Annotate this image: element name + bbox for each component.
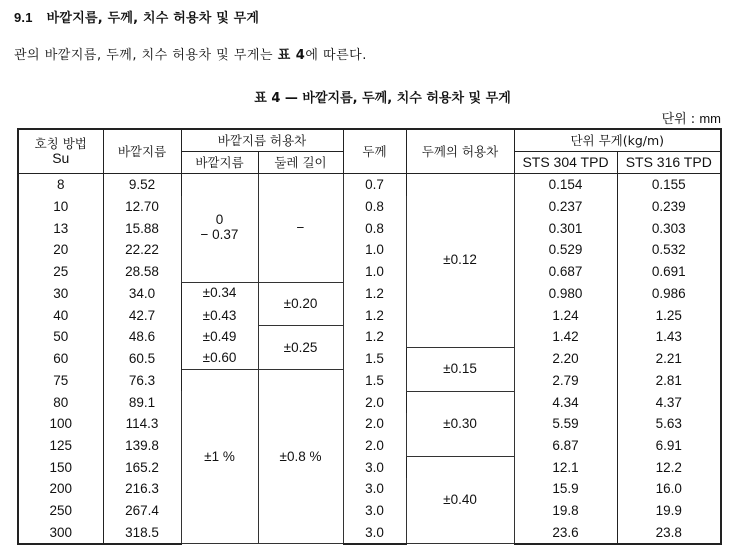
cell-thickness: 2.0 (343, 435, 406, 457)
cell-thk-tol-2: ±0.15 (406, 348, 514, 392)
cell-w304: 2.20 (514, 348, 617, 370)
cell-circ-small: − (258, 174, 343, 283)
cell-w316: 0.691 (651, 263, 686, 279)
cell-w304: 0.301 (514, 217, 617, 239)
cell-w304: 6.87 (514, 435, 617, 457)
cell-w316: 6.91 (655, 438, 682, 453)
cell-od-tolerance-small (181, 174, 258, 283)
body-text-after: 에 따른다. (305, 48, 367, 63)
header-thickness-tolerance: 두께의 허용차 (406, 129, 514, 174)
cell-su: 10 (18, 196, 103, 218)
table-row (18, 326, 721, 348)
cell-w316: 4.37 (655, 394, 682, 410)
header-outer-diameter: 바깥지름 (103, 129, 181, 174)
od-tol-lower: − 0.37 (200, 227, 239, 243)
cell-w316: 2.21 (655, 351, 682, 367)
cell-w304: 0.529 (514, 239, 617, 261)
body-paragraph (14, 44, 367, 63)
section-title-text: 바깥지름, 두께, 치수 허용차 및 무게 (46, 11, 260, 26)
cell-od: 42.7 (103, 304, 181, 326)
cell-su: 300 (18, 521, 103, 544)
header-sts304: STS 304 TPD (514, 152, 617, 174)
cell-od: 34.0 (103, 282, 181, 304)
cell-w316: 0.303 (651, 220, 686, 236)
header-od-tolerance-group: 바깥지름 허용차 (181, 129, 343, 152)
header-unit-weight-group: 단위 무게(kg/m) (514, 129, 721, 152)
cell-su: 250 (18, 500, 103, 522)
cell-thickness: 1.5 (343, 348, 406, 370)
cell-thickness: 1.0 (343, 239, 406, 261)
table-row (18, 413, 721, 435)
body-text-before: 관의 바깥지름, 두께, 치수 허용차 및 무게는 (14, 48, 278, 63)
header-nominal (18, 129, 103, 174)
cell-w304: 19.8 (514, 500, 617, 522)
cell-thickness: 1.5 (343, 370, 406, 392)
cell-su: 75 (18, 370, 103, 392)
cell-od: 114.3 (103, 413, 181, 435)
table-row (18, 521, 721, 544)
table-row (18, 478, 721, 500)
table-row (18, 456, 721, 478)
cell-od: 12.70 (103, 196, 181, 218)
cell-circ-50-60: ±0.25 (258, 326, 343, 370)
cell-od: 89.1 (103, 391, 181, 413)
cell-thickness: 1.2 (343, 304, 406, 326)
cell-thickness: 1.2 (343, 282, 406, 304)
cell-thickness: 0.8 (343, 217, 406, 239)
cell-od-tol-60: ±0.60 (181, 348, 258, 370)
cell-w304: 12.1 (514, 456, 617, 478)
cell-od: 139.8 (103, 435, 181, 457)
cell-w316: 1.43 (655, 329, 682, 345)
table-row (18, 261, 721, 283)
cell-od: 28.58 (103, 261, 181, 283)
cell-su: 200 (18, 478, 103, 500)
cell-thickness: 3.0 (343, 478, 406, 500)
cell-su: 125 (18, 435, 103, 457)
cell-w316: 19.9 (655, 502, 682, 518)
cell-circ-large: ±0.8 % (258, 370, 343, 544)
cell-thickness: 3.0 (343, 500, 406, 522)
cell-w304: 0.237 (514, 196, 617, 218)
cell-w316: 2.81 (655, 373, 682, 389)
cell-w316: 23.8 (617, 521, 721, 544)
table-row (18, 174, 721, 196)
cell-w304: 5.59 (514, 413, 617, 435)
cell-w304: 0.154 (514, 174, 617, 196)
header-thickness: 두께 (343, 129, 406, 174)
table-row (18, 239, 721, 261)
table-row (18, 348, 721, 370)
cell-od: 22.22 (103, 239, 181, 261)
cell-su: 20 (18, 239, 103, 261)
unit-label: 단위 : (661, 112, 700, 127)
cell-w316: 0.986 (651, 285, 686, 301)
cell-w316: 0.239 (651, 198, 686, 214)
cell-su: 30 (18, 282, 103, 304)
cell-circ-30-40: ±0.20 (258, 282, 343, 326)
cell-w304: 2.79 (514, 370, 617, 392)
cell-od: 216.3 (103, 478, 181, 500)
cell-od: 48.6 (103, 326, 181, 348)
cell-w304: 0.980 (514, 282, 617, 304)
cell-od: 318.5 (103, 521, 181, 544)
cell-od: 60.5 (103, 348, 181, 370)
cell-su: 40 (18, 304, 103, 326)
cell-thickness: 0.8 (343, 196, 406, 218)
table-row (18, 370, 721, 392)
cell-w316: 16.0 (655, 481, 682, 497)
cell-w316: 0.155 (651, 177, 686, 193)
cell-su: 80 (18, 391, 103, 413)
header-od-tolerance: 바깥지름 (181, 152, 258, 174)
cell-od-tol-large: ±1 % (181, 370, 258, 544)
header-sts316: STS 316 TPD (617, 152, 721, 174)
unit-value: mm (699, 111, 721, 126)
cell-w304: 15.9 (514, 478, 617, 500)
unit-note (662, 108, 721, 127)
od-tol-upper: 0 (215, 212, 224, 228)
cell-od-tol-50: ±0.49 (181, 326, 258, 348)
cell-w304: 1.24 (514, 304, 617, 326)
header-circumference: 둘레 길이 (258, 152, 343, 174)
section-number: 9.1 (14, 10, 33, 25)
header-nominal-line2: Su (52, 149, 70, 166)
cell-thk-tol-4: ±0.40 (406, 456, 514, 544)
cell-thk-tol-1: ±0.12 (406, 174, 514, 348)
header-nominal-line1: 호칭 방법 (34, 135, 87, 151)
cell-w304: 1.42 (514, 326, 617, 348)
cell-od: 15.88 (103, 217, 181, 239)
cell-thickness: 2.0 (343, 413, 406, 435)
cell-thickness: 3.0 (343, 456, 406, 478)
cell-w316: 1.25 (655, 307, 682, 323)
cell-su: 60 (18, 348, 103, 370)
cell-thickness: 0.7 (343, 174, 406, 196)
table-row (18, 435, 721, 457)
table-row (18, 196, 721, 218)
cell-od-tol-40: ±0.43 (181, 304, 258, 326)
cell-thk-tol-3: ±0.30 (406, 391, 514, 456)
cell-su: 100 (18, 413, 103, 435)
cell-w316: 5.63 (655, 416, 682, 432)
cell-su: 150 (18, 456, 103, 478)
cell-od: 76.3 (103, 370, 181, 392)
table-row (18, 217, 721, 239)
table-caption: 표 4 — 바깥지름, 두께, 치수 허용차 및 무게 (254, 91, 511, 106)
table-row (18, 282, 721, 304)
cell-od: 165.2 (103, 456, 181, 478)
cell-su: 25 (18, 261, 103, 283)
section-heading (14, 7, 259, 26)
cell-od: 9.52 (103, 174, 181, 196)
cell-w304: 23.6 (514, 521, 617, 544)
cell-thickness: 3.0 (343, 521, 406, 544)
table-row (18, 304, 721, 326)
cell-su: 50 (18, 326, 103, 348)
cell-w316: 0.532 (651, 242, 686, 258)
cell-w316: 12.2 (655, 459, 682, 475)
table-row (18, 391, 721, 413)
cell-w304: 0.687 (514, 261, 617, 283)
cell-thickness: 1.2 (343, 326, 406, 348)
spec-table (17, 128, 722, 545)
cell-thickness: 2.0 (343, 391, 406, 413)
table-reference: 표 4 (277, 48, 306, 63)
cell-w304: 4.34 (514, 391, 617, 413)
cell-thickness: 1.0 (343, 261, 406, 283)
cell-od-tol-30: ±0.34 (181, 282, 258, 304)
cell-su: 8 (18, 174, 103, 196)
cell-od: 267.4 (103, 500, 181, 522)
table-row (18, 500, 721, 522)
cell-su: 13 (18, 217, 103, 239)
